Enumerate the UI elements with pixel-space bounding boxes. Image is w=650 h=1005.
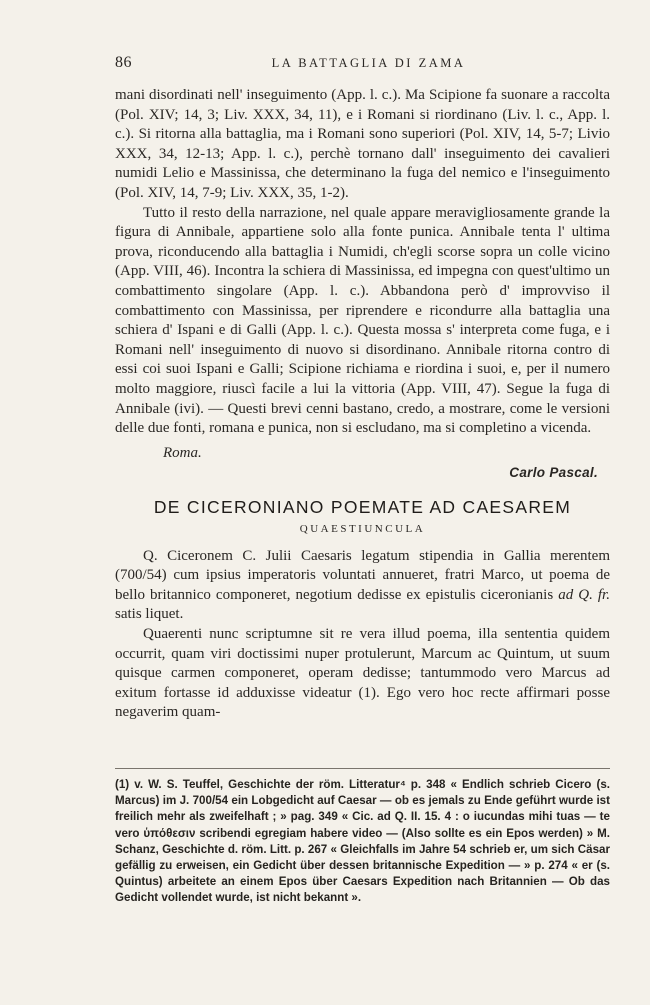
body-paragraph: mani disordinati nell' inseguimento (App. l. c.). Ma Scipione fa suonare a raccolta (Pol. XIV; 14, 3; Liv. XXX, 34, 11), e i Romani si riordinano (Liv. l. c., App. l. c.). Si ritorna alla battaglia, ma i Romani sono superiori (Pol. XIV, 14, 5-7; Livio XXX, 34, 12-13; App. l. c.), perchè tornano dall' inseguimento dei cavalieri numidi Lelio e Massinissa, che determinano la fuga del nemico e l'inseguimento (Pol. XIV, 14, 7-9; Liv. XXX, 35, 1-2). <box>115 87 610 201</box>
page-content <box>115 50 610 723</box>
article-paragraph: Quaerenti nunc scriptumne sit re vera illud poema, illa sententia quidem occurrit, quam viri doctissimi nuper protulerunt, Marcum ac Quintum, ut suum quisque carmen componeret, operam dedisse; tantummodo vero Marcus ad exitum fortasse id adduxisse videatur (1). Ego vero hoc recte affirmari posse negaverim quam- <box>115 626 610 721</box>
page-header <box>115 50 610 76</box>
signoff <box>115 443 610 487</box>
signoff-author: Carlo Pascal. <box>509 464 598 480</box>
article-paragraph <box>115 547 610 625</box>
footnote-divider <box>115 768 610 769</box>
article-title: DE CICERONIANO POEMATE AD CAESAREM <box>153 496 572 517</box>
signoff-place: Roma. <box>163 444 202 461</box>
citation-italic: ad Q. fr. <box>558 586 610 603</box>
article-text: satis liquet. <box>115 606 184 623</box>
body-paragraph: Tutto il resto della narrazione, nel quale appare meravigliosamente grande la figura di Annibale, appartiene solo alla fonte punica. Annibale tenta l' ultima prova, riconducendo alla battaglia i Numidi, ch'egli scorse sopra un colle vicino (App. VIII, 46). Incontra la schiera di Massinissa, ed impegna con quest'ultimo un combattimento singolare (App. l. c.). Abbandona però d' improvviso il combattimento con Massinissa, per riprendere e ricondurre alla battaglia una schiera d' Ispani e di Galli (App. l. c.). Questa mossa s' interpreta come fuga, e i Romani nell' inseguimento di nuovo si disordinano. Annibale ritorna contro di essi coi suoi Ispani e Galli; Scipione richiama e riordina i suoi, e, per il numero molto maggiore, riuscì facile a lui la vittoria (App. VIII, 47). Segue la fuga di Annibale (ivi). — Questi brevi cenni bastano, credo, a mostrare, come le versioni delle due fonti, romana e punica, non si escludano, ma si completino a vicenda. <box>115 204 610 437</box>
running-title: LA BATTAGLIA DI ZAMA <box>271 56 466 70</box>
footnote: (1) v. W. S. Teuffel, Geschichte der röm. Litteratur⁴ p. 348 « Endlich schrieb Cicero (s. Marcus) im J. 700/54 ein Lobgedicht auf Caesar — ob es jemals zu Ende geführt wurde ist freilich mehr als zweifelhaft ; » pag. 349 « Cic. ad Q. II. 15. 4 : o iucundas mihi tuas — te vero ὑπόθεσιν scribendi egregiam habere video — (Also sollte es ein Epos werden) » M. Schanz, Geschichte d. röm. Litt. p. 267 « Gleichfalls im Jahre 54 schrieb er, um sich Cäsar gefällig zu erweisen, ein Gedicht über dessen britannische Expedition — » p. 274 « er (s. Quintus) arbeitete an einem Epos über Caesars Expedition nach Britannien — Ob das Gedicht vollendet wurde, ist nicht bekannt ». <box>115 778 610 905</box>
page-number: 86 <box>115 54 132 71</box>
article-text: Q. Ciceronem C. Julii Caesaris legatum stipendia in Gallia merentem (700/54) cum ipsius imperatoris voluntati annueret, fratri Marco, ut poema de bello britannico componeret, negotium dedisse ex epistulis ciceronianis <box>115 547 610 603</box>
article-subtitle: QUAESTIUNCULA <box>299 522 426 535</box>
